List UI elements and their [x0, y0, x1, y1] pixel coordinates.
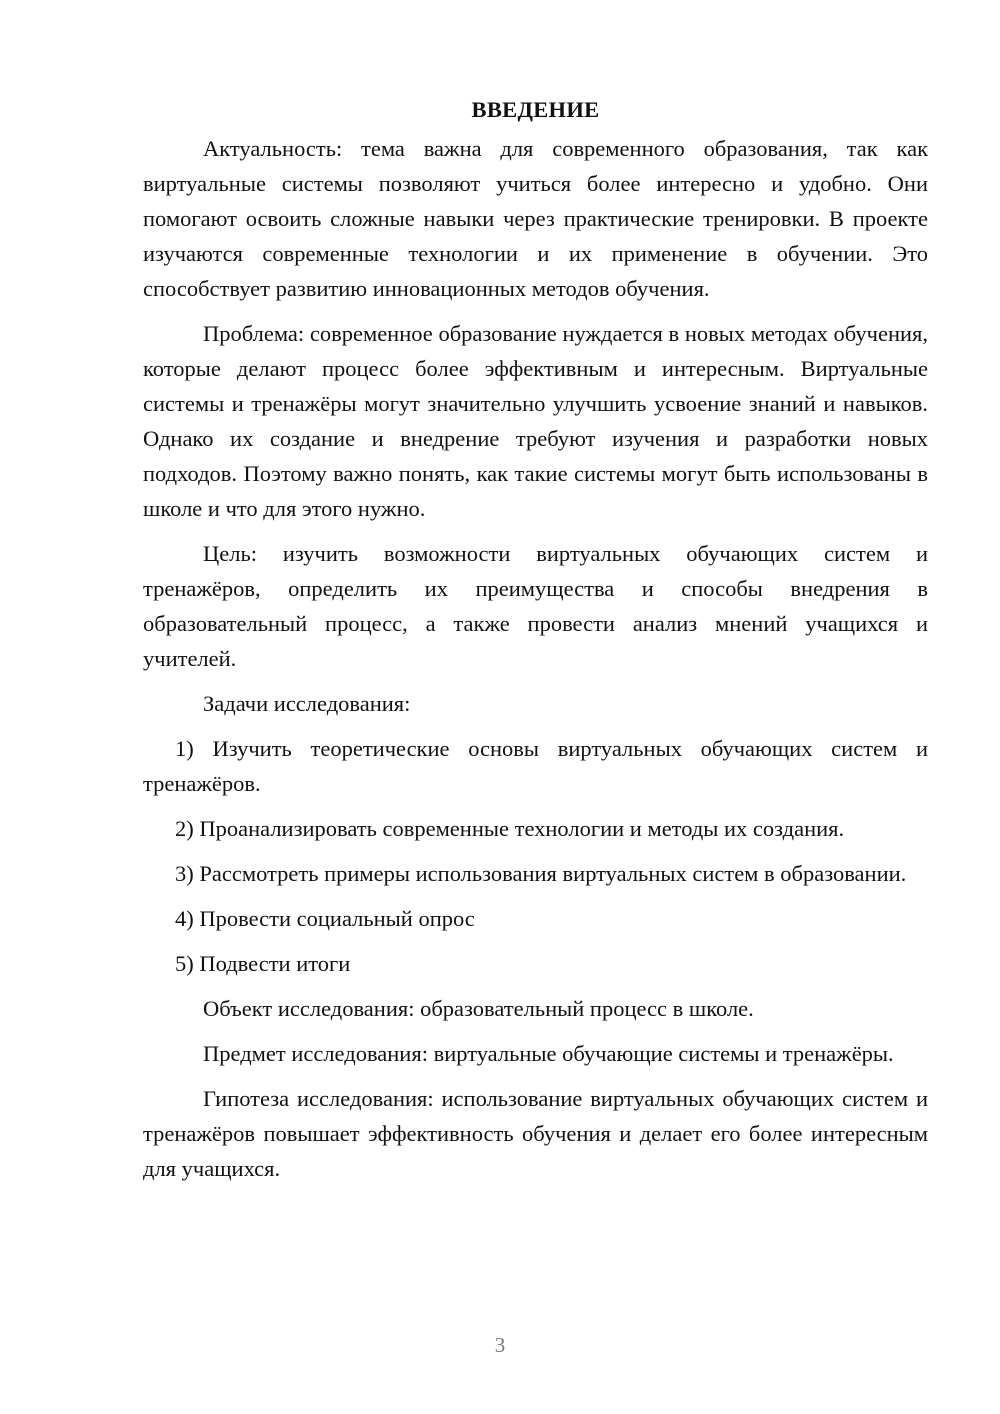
page-title: ВВЕДЕНИЕ [471, 97, 600, 122]
task-item-4: 4) Провести социальный опрос [175, 906, 475, 931]
paragraph-tasks-heading: Задачи исследования: [203, 691, 411, 716]
page-number: 3 [494, 1333, 506, 1357]
paragraph-hypothesis: Гипотеза исследования: использование виртуальных обучающих систем и тренажёров повышает эффективность обучения и делает его более интересным для учащихся. [143, 1086, 928, 1181]
task-item-3: 3) Рассмотреть примеры использования виртуальных систем в образовании. [175, 861, 907, 886]
task-item-1: 1) Изучить теоретические основы виртуальных обучающих систем и тренажёров. [143, 736, 928, 796]
paragraph-object: Объект исследования: образовательный процесс в школе. [203, 996, 754, 1021]
paragraph-subject: Предмет исследования: виртуальные обучающие системы и тренажёры. [203, 1041, 894, 1066]
task-item-5: 5) Подвести итоги [175, 951, 351, 976]
page-content [143, 95, 928, 1196]
paragraph-goal: Цель: изучить возможности виртуальных обучающих систем и тренажёров, определить их преимущества и способы внедрения в образовательный процесс, а также провести анализ мнений учащихся и учителей. [143, 541, 928, 671]
paragraph-problem: Проблема: современное образование нуждается в новых методах обучения, которые делают процесс более эффективным и интересным. Виртуальные системы и тренажёры могут значительно улучшить усвоение знаний и навыков. Однако их создание и внедрение требуют изучения и разработки новых подходов. Поэтому важно понять, как такие системы могут быть использованы в школе и что для этого нужно. [143, 321, 928, 521]
paragraph-relevance: Актуальность: тема важна для современного образования, так как виртуальные системы позволяют учиться более интересно и удобно. Они помогают освоить сложные навыки через практические тренировки. В проекте изучаются современные технологии и их применение в обучении. Это способствует развитию инновационных методов обучения. [143, 136, 928, 301]
task-item-2: 2) Проанализировать современные технологии и методы их создания. [175, 816, 845, 841]
